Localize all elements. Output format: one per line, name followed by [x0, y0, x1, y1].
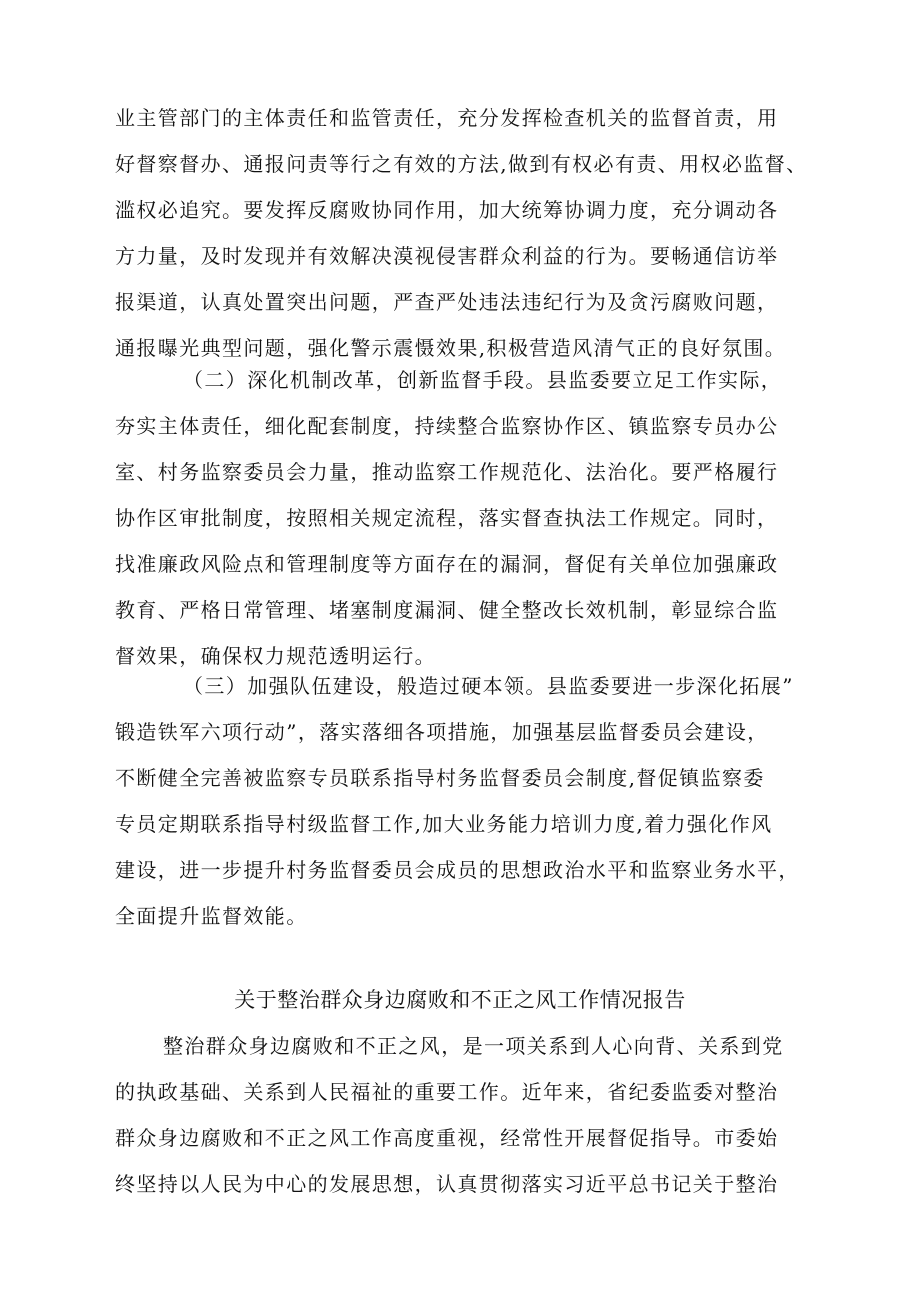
text-line: 通报曝光典型问题，强化警示震慑效果,积极营造风清气正的良好氛围。: [115, 336, 787, 360]
text-line: 报渠道，认真处置突出问题，严查严处违法违纪行为及贪污腐败问题，: [115, 290, 779, 314]
text-line: 全面提升监督效能。: [115, 904, 308, 928]
text-line: （三）加强队伍建设，般造过硬本领。县监委要进一步深化拓展”: [183, 674, 794, 698]
text-line: 滥权必追究。要发挥反腐败协同作用，加大统筹协调力度，充分调动各: [115, 198, 779, 222]
text-line: 方力量，及时发现并有效解决漠视侵害群众利益的行为。要畅通信访举: [115, 244, 779, 268]
text-line: 协作区审批制度，按照相关规定流程，落实督查执法工作规定。同时，: [115, 506, 779, 530]
text-line: 不断健全完善被监察专员联系指导村务监督委员会制度,督促镇监察委: [115, 766, 765, 790]
text-line: 夯实主体责任，细化配套制度，持续整合监察协作区、镇监察专员办公: [115, 414, 779, 438]
paragraph-supervision-continued: [115, 95, 835, 371]
text-line: 教育、严格日常管理、堵塞制度漏洞、健全整改长效机制，彰显综合监: [115, 598, 779, 622]
text-line: 找准廉政风险点和管理制度等方面存在的漏洞，督促有关单位加强廉政: [115, 552, 779, 576]
text-line: 好督察督办、通报问责等行之有效的方法,做到有权必有责、用权必监督、: [115, 152, 808, 176]
paragraph-section-three: [115, 663, 835, 939]
text-line: 建设，进一步提升村务监督委员会成员的思想政治水平和监察业务水平，: [115, 858, 800, 882]
text-line: 整治群众身边腐败和不正之风，是一项关系到人心向背、关系到党: [163, 1034, 784, 1058]
text-line: 的执政基础、关系到人民福祉的重要工作。近年来，省纪委监委对整治: [115, 1080, 779, 1104]
text-line: 督效果，确保权力规范透明运行。: [115, 644, 436, 668]
text-line: 室、村务监察委员会力量，推动监察工作规范化、法治化。要严格履行: [115, 460, 779, 484]
text-line: 专员定期联系指导村级监督工作,加大业务能力培训力度,着力强化作风: [115, 812, 773, 836]
text-line: 业主管部门的主体责任和监管责任，充分发挥检查机关的监督首责，用: [115, 106, 779, 130]
text-line: 锻造铁军六项行动”，落实落细各项措施，加强基层监督委员会建设，: [115, 720, 769, 744]
paragraph-section-two: [115, 357, 835, 679]
paragraph-report-intro: [115, 1023, 835, 1207]
text-line: 群众身边腐败和不正之风工作高度重视，经常性开展督促指导。市委始: [115, 1126, 779, 1150]
text-line: （二）深化机制改革，创新监督手段。县监委要立足工作实际，: [183, 368, 783, 392]
report-title: 关于整治群众身边腐败和不正之风工作情况报告: [234, 988, 686, 1012]
text-line: 终坚持以人民为中心的发展思想，认真贯彻落实习近平总书记关于整治: [115, 1172, 779, 1196]
